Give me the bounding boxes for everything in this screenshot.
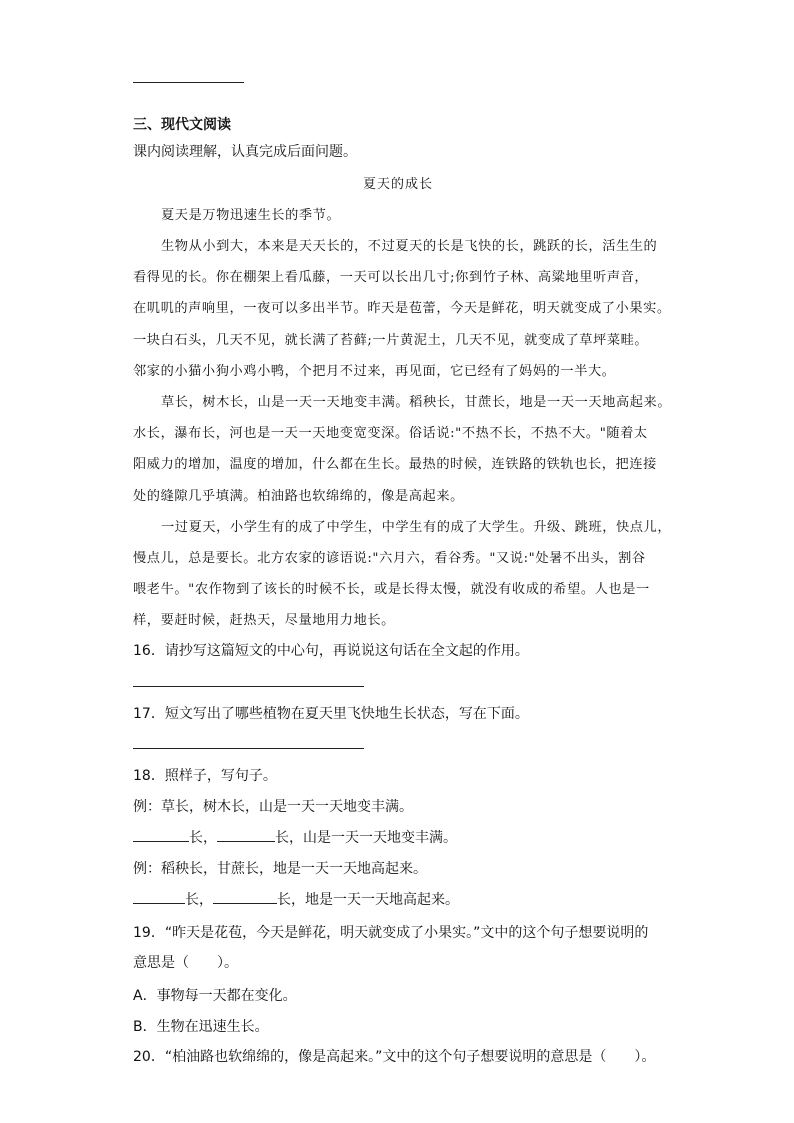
passage-line: 看得见的长。你在棚架上看瓜藤，一天可以长出几寸;你到竹子林、高粱地里听声音， [133,270,649,285]
passage-line: 水长，瀑布长，河也是一天一天地变宽变深。俗话说:"不热不长，不热不大。"随着太 [133,426,648,441]
blank-2b[interactable] [213,891,277,904]
fill-text: 长，山是一天一天地变丰满。 [275,830,457,846]
question-19-line-1: 19．“昨天是花苞，今天是鲜花，明天就变成了小果实。”文中的这个句子想要说明的 [133,925,649,941]
question-20: 20．“柏油路也软绵绵的，像是高起来。”文中的这个句子想要说明的意思是（ ）。 [133,1049,656,1065]
passage-line: 一块白石头，几天不见，就长满了苔藓;一片黄泥土，几天不见，就变成了草坪菜畦。 [133,333,649,348]
passage-line: 草长，树木长，山是一天一天地变丰满。稻秧长，甘蔗长，地是一天一天地高起来。 [161,395,672,410]
passage-line: 生物从小到大，本来是天天长的，不过夏天的长是飞快的长，跳跃的长，活生生的 [161,239,658,254]
passage-line: 样，要赶时候，赶热天，尽量地用力地长。 [133,613,395,628]
fill-text: 长，地是一天一天地高起来。 [277,892,459,908]
option-a[interactable]: A．事物每一天都在变化。 [133,988,297,1004]
passage-line: 阳威力的增加，温度的增加，什么都在生长。最热的时候，连铁路的铁轨也长，把连接 [133,457,657,472]
answer-line-top[interactable] [133,82,244,83]
passage-line: 处的缝隙几乎填满。柏油路也软绵绵的，像是高起来。 [133,489,464,504]
passage-line: 邻家的小猫小狗小鸡小鸭，个把月不过来，再见面，它已经有了妈妈的一半大。 [133,364,616,379]
question-16: 16．请抄写这篇短文的中心句，再说说这句话在全文起的作用。 [133,643,529,659]
passage-title: 夏天的成长 [363,177,434,192]
fill-sentence-2 [133,889,459,909]
question-18: 18．照样子，写句子。 [133,768,277,784]
blank-2a[interactable] [133,891,185,904]
fill-text: 长， [189,830,217,846]
answer-line-16[interactable] [133,686,364,687]
passage-line: 喂老牛。"农作物到了该长的时候不长，或是长得太慢，就没有收成的希望。人也是一 [133,582,650,597]
fill-text: 长， [185,892,213,908]
example-2: 例：稻秧长，甘蔗长，地是一天一天地高起来。 [133,861,427,877]
fill-sentence-1 [133,827,457,847]
answer-line-17[interactable] [133,748,364,749]
question-17: 17．短文写出了哪些植物在夏天里飞快地生长状态，写在下面。 [133,706,529,722]
passage-line: 慢点儿，总是要长。北方农家的谚语说:"六月六，看谷秀。"又说:"处暑不出头，割谷 [133,551,646,566]
blank-1a[interactable] [133,829,189,842]
instruction-text: 课内阅读理解，认真完成后面问题。 [133,144,357,160]
section-title: 三、现代文阅读 [133,117,231,133]
option-b[interactable]: B．生物在迅速生长。 [133,1019,269,1035]
blank-1b[interactable] [217,829,275,842]
passage-line: 夏天是万物迅速生长的季节。 [161,208,341,223]
question-19-line-2: 意思是（ ）。 [133,955,238,971]
passage-line: 一过夏天，小学生有的成了中学生，中学生有的成了大学生。升级、跳班，快点儿， [161,520,672,535]
passage-line: 在叽叽的声响里，一夜可以多出半节。昨天是苞蕾，今天是鲜花，明天就变成了小果实。 [133,301,671,316]
example-1: 例：草长，树木长，山是一天一天地变丰满。 [133,799,413,815]
